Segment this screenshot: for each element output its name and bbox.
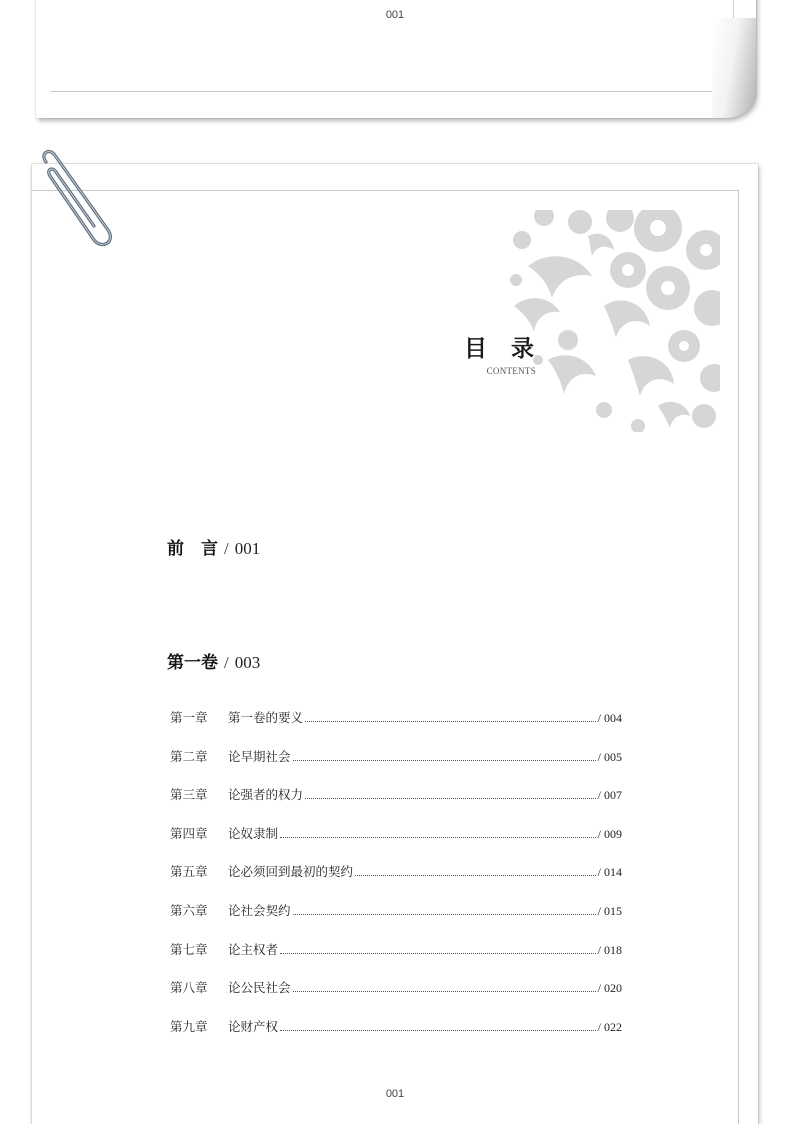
paperclip-icon (36, 150, 116, 254)
dot-leader (293, 760, 596, 761)
chapter-page: / 015 (597, 903, 622, 918)
section-page: 003 (234, 653, 261, 672)
dot-leader (280, 953, 596, 954)
section-separator: / (224, 653, 229, 672)
chapter-page: / 020 (597, 981, 622, 996)
dot-leader (280, 1030, 596, 1031)
chapter-title: 第一卷的要义 (228, 711, 304, 725)
chapter-page: / 005 (597, 749, 622, 764)
contents-subtitle: CONTENTS (486, 366, 536, 376)
toc-entry[interactable] (170, 1017, 622, 1056)
toc-entry[interactable] (170, 824, 622, 863)
chapter-number: 第七章 (170, 942, 208, 957)
section-name: 第一卷 (167, 653, 218, 672)
section-name: 前 言 (167, 539, 218, 558)
chapter-list (170, 708, 622, 1055)
chapter-title: 论早期社会 (228, 749, 291, 764)
chapter-number: 第六章 (170, 903, 208, 918)
section-preface[interactable] (167, 534, 260, 559)
chapter-title: 论公民社会 (228, 981, 291, 996)
chapter-page: / 022 (597, 1019, 622, 1034)
section-separator: / (224, 539, 229, 558)
chapter-page: / 018 (597, 942, 622, 957)
chapter-page: / 014 (597, 865, 622, 880)
dot-leader (305, 798, 596, 799)
toc-entry[interactable] (170, 747, 622, 786)
chapter-number: 第五章 (170, 865, 208, 880)
chapter-title: 论强者的权力 (228, 788, 304, 803)
chapter-title: 论必须回到最初的契约 (228, 865, 354, 880)
section-page: 001 (234, 539, 261, 558)
chapter-number: 第九章 (170, 1019, 208, 1034)
toc-entry[interactable] (170, 708, 622, 747)
chapter-page: / 009 (597, 826, 622, 841)
chapter-page: / 007 (597, 788, 622, 803)
dot-leader (293, 991, 596, 992)
chapter-number: 第八章 (170, 981, 208, 996)
chapter-title: 论社会契约 (228, 903, 291, 918)
chapter-title: 论主权者 (228, 942, 279, 957)
toc-entry[interactable] (170, 862, 622, 901)
chapter-page: / 004 (597, 711, 622, 725)
floral-ornament-icon (508, 210, 720, 432)
previous-page-number: 001 (385, 9, 405, 21)
chapter-number: 第三章 (170, 788, 208, 803)
chapter-title: 论奴隶制 (228, 826, 279, 841)
toc-entry[interactable] (170, 978, 622, 1017)
page-bottom-rule (50, 91, 722, 92)
chapter-number: 第一章 (170, 711, 208, 725)
toc-entry[interactable] (170, 785, 622, 824)
chapter-number: 第四章 (170, 826, 208, 841)
toc-entry[interactable] (170, 940, 622, 979)
section-book-one[interactable] (167, 648, 260, 673)
chapter-number: 第二章 (170, 749, 208, 764)
chapter-title: 论财产权 (228, 1019, 279, 1034)
dot-leader (355, 875, 596, 876)
contents-header (430, 330, 542, 376)
dot-leader (305, 721, 596, 722)
page-number: 001 (385, 1088, 405, 1100)
dot-leader (293, 914, 596, 915)
page-curl (712, 18, 756, 118)
contents-title: 目 录 (463, 336, 542, 362)
dot-leader (280, 837, 596, 838)
toc-entry[interactable] (170, 901, 622, 940)
